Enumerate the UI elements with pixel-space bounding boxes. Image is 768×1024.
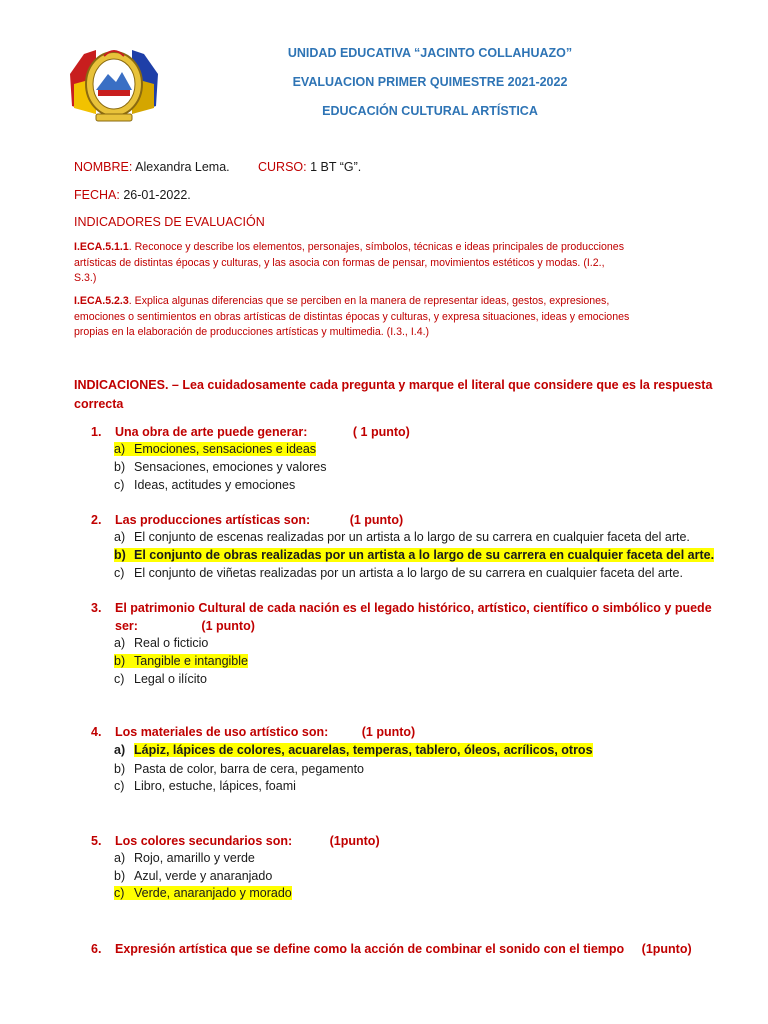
option-text: El conjunto de obras realizadas por un artista a lo largo de su carrera en cualquier faceta del arte. (134, 548, 715, 562)
question-5-option-b[interactable] (114, 869, 272, 883)
question-5-points: (1punto) (329, 834, 380, 848)
question-1-option-b[interactable] (114, 460, 326, 474)
name-value: Alexandra Lema. (135, 160, 230, 174)
question-2-number: 2. (91, 513, 102, 527)
indicator-1-line-2: artísticas de distintas épocas y culturas, y las asocia con formas de pensar, movimientos estéticos y modas. (I.2., (74, 256, 605, 269)
option-text: Real o ficticio (134, 636, 209, 650)
question-3-option-a[interactable] (114, 636, 208, 650)
question-1-points: ( 1 punto) (352, 425, 410, 439)
instructions-text-2: correcta (74, 397, 124, 411)
school-emblem-logo (66, 44, 162, 126)
option-letter: c) (114, 478, 125, 492)
option-letter: a) (114, 530, 126, 544)
option-text: Lápiz, lápices de colores, acuarelas, temperas, tablero, óleos, acrílicos, otros (134, 743, 593, 757)
question-4-number: 4. (91, 725, 102, 739)
option-text: Azul, verde y anaranjado (134, 869, 273, 883)
question-2-option-c[interactable] (114, 566, 683, 580)
student-course-row (258, 160, 361, 174)
question-2-option-b[interactable] (114, 548, 714, 562)
indicator-1-line-1: . Reconoce y describe los elementos, personajes, símbolos, técnicas e ideas principales de producciones (128, 241, 624, 253)
question-2 (91, 513, 403, 527)
date-value: 26-01-2022. (123, 188, 191, 202)
question-5-option-c[interactable] (114, 886, 292, 900)
question-4-option-c[interactable] (114, 779, 296, 793)
question-5-option-a[interactable] (114, 851, 255, 865)
date-row (74, 188, 191, 202)
question-4-option-a[interactable] (114, 743, 593, 757)
question-6 (91, 942, 692, 956)
question-5-number: 5. (91, 834, 102, 848)
indicators-title: INDICADORES DE EVALUACIÓN (74, 215, 265, 229)
question-4-option-b[interactable] (114, 762, 364, 776)
question-3-line-2 (115, 619, 255, 633)
indicator-2-line-2: emociones o sentimientos en obras artísticas de distintas épocas y culturas, y expresa situaciones, ideas y emociones (74, 310, 630, 323)
question-1-option-c[interactable] (114, 478, 295, 492)
date-label: FECHA: (74, 188, 120, 202)
option-letter: a) (114, 743, 126, 757)
indicator-1-code: I.ECA.5.1.1 (74, 241, 129, 253)
indicator-1 (74, 240, 714, 287)
option-text: Emociones, sensaciones e ideas (134, 442, 317, 456)
option-letter: c) (114, 566, 125, 580)
option-text: Libro, estuche, lápices, foami (134, 779, 296, 793)
option-letter: a) (114, 442, 126, 456)
question-5-text: Los colores secundarios son: (115, 834, 293, 848)
option-letter: c) (114, 779, 125, 793)
school-name-heading: UNIDAD EDUCATIVA “JACINTO COLLAHUAZO” (287, 46, 573, 60)
instructions-text-1: Lea cuidadosamente cada pregunta y marque el literal que considere que es la respuesta (178, 378, 713, 392)
option-letter: c) (114, 886, 125, 900)
course-value: 1 BT “G”. (310, 160, 362, 174)
option-text: Ideas, actitudes y emociones (134, 478, 296, 492)
question-2-text: Las producciones artísticas son: (115, 513, 311, 527)
indicator-1-line-3: S.3.) (74, 272, 97, 284)
question-6-text: Expresión artística que se define como la acción de combinar el sonido con el tiempo (115, 942, 625, 956)
option-letter: c) (114, 672, 125, 686)
subject-heading: EDUCACIÓN CULTURAL ARTÍSTICA (322, 104, 538, 118)
question-6-number: 6. (91, 942, 102, 956)
question-5 (91, 834, 380, 848)
indicator-2-code: I.ECA.5.2.3 (74, 295, 129, 307)
question-3-option-c[interactable] (114, 672, 207, 686)
option-letter: b) (114, 548, 126, 562)
question-1-option-a[interactable] (114, 442, 316, 456)
option-letter: a) (114, 636, 126, 650)
question-2-option-a[interactable] (114, 530, 690, 544)
option-text: Rojo, amarillo y verde (134, 851, 255, 865)
option-letter: b) (114, 762, 126, 776)
instructions-line-1 (74, 378, 712, 392)
question-3-text-line-2: ser: (115, 619, 138, 633)
student-name-row (74, 160, 230, 174)
question-1-number: 1. (91, 425, 102, 439)
option-letter: a) (114, 851, 126, 865)
option-text: Legal o ilícito (134, 672, 207, 686)
instructions-label: INDICACIONES. – (74, 378, 179, 392)
question-1-text: Una obra de arte puede generar: (115, 425, 308, 439)
name-label: NOMBRE: (74, 160, 133, 174)
question-4-text: Los materiales de uso artístico son: (115, 725, 329, 739)
question-3-text-line-1: El patrimonio Cultural de cada nación es el legado histórico, artístico, científico o simbólico y puede (115, 601, 712, 615)
indicator-2-line-1: . Explica algunas diferencias que se perciben en la manera de representar ideas, gestos, expresiones, (128, 295, 610, 307)
option-letter: b) (114, 869, 126, 883)
question-4-points: (1 punto) (361, 725, 416, 739)
exam-title-heading: EVALUACION PRIMER QUIMESTRE 2021-2022 (292, 75, 568, 89)
option-text: Pasta de color, barra de cera, pegamento (134, 762, 365, 776)
question-3-option-b[interactable] (114, 654, 248, 668)
question-3-number: 3. (91, 601, 102, 615)
indicator-2 (74, 294, 714, 341)
question-3 (91, 601, 712, 615)
option-text: El conjunto de viñetas realizadas por un artista a lo largo de su carrera en cualquier faceta del arte. (134, 566, 683, 580)
option-letter: b) (114, 460, 126, 474)
question-4 (91, 725, 415, 739)
indicator-2-line-3: propias en la elaboración de producciones artísticas y multimedia. (I.3., I.4.) (74, 326, 430, 338)
option-text: Verde, anaranjado y morado (134, 886, 292, 900)
question-6-points: (1punto) (641, 942, 692, 956)
option-text: Tangible e intangible (134, 654, 248, 668)
question-1 (91, 425, 410, 439)
question-2-points: (1 punto) (349, 513, 404, 527)
question-3-points: (1 punto) (201, 619, 255, 633)
option-text: El conjunto de escenas realizadas por un artista a lo largo de su carrera en cualquier faceta del arte. (134, 530, 690, 544)
option-text: Sensaciones, emociones y valores (134, 460, 327, 474)
course-label: CURSO: (258, 160, 307, 174)
option-letter: b) (114, 654, 126, 668)
